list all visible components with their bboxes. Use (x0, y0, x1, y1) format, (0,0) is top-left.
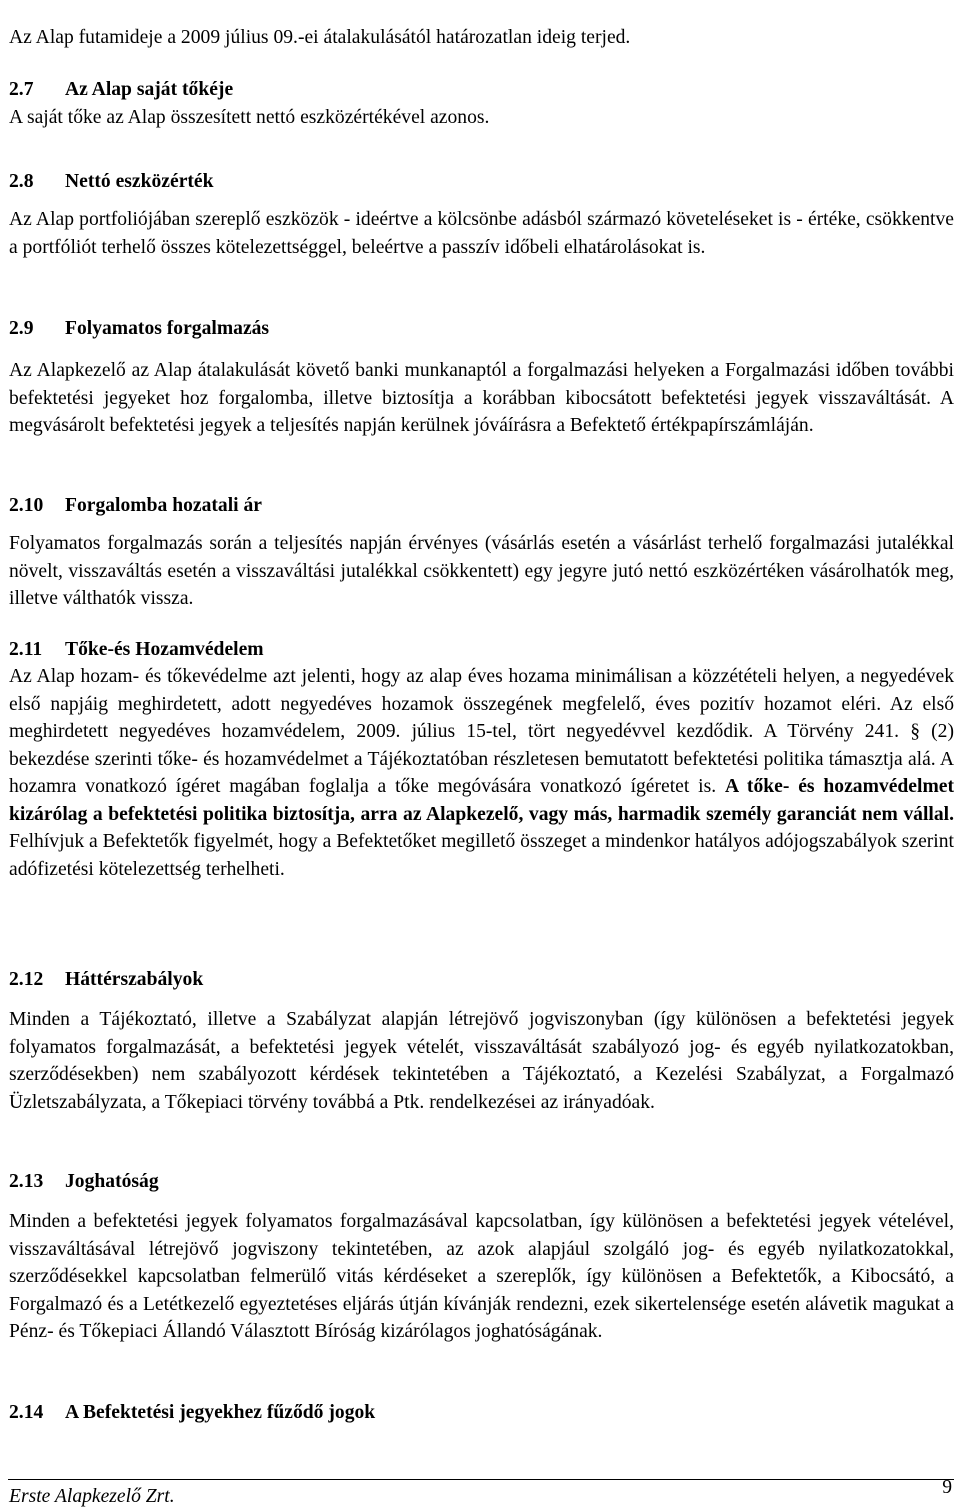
fund-term-paragraph: Az Alap futamideje a 2009 július 09.-ei átalakulásától határozatlan ideig terjed. (9, 27, 631, 48)
section-number: 2.11 (9, 639, 43, 660)
section-title: Nettó eszközérték (65, 171, 214, 192)
section-title: Forgalomba hozatali ár (65, 495, 262, 516)
section-heading-2-13 (9, 1168, 954, 1196)
section-heading-2-12 (9, 966, 954, 994)
section-title: Tőke-és Hozamvédelem (65, 639, 264, 660)
section-number: 2.7 (9, 79, 34, 100)
section-number: 2.8 (9, 171, 34, 192)
section-number: 2.14 (9, 1402, 44, 1423)
section-sign: § (910, 721, 920, 742)
bold-disclaimer: A tőke- és hozamvédelmet kizárólag a befektetési politika biztosítja, arra az Alapkezelő, vagy más, harmadik személy garanciát nem vállal. (9, 776, 954, 825)
section-2-11-text (9, 663, 954, 883)
section-2-10-text: Folyamatos forgalmazás során a teljesítés napján érvényes (vásárlás esetén a vásárlást terhelő forgalmazási jutalékkal növelt, visszaváltás esetén a visszaváltási jutalékkal csökkentett) egy jegyre jutó nettó eszközértéken vásárolhatók meg, illetve válthatók vissza. (9, 533, 954, 609)
section-title: Folyamatos forgalmazás (65, 318, 270, 339)
section-heading-2-8 (9, 168, 954, 196)
section-number: 2.12 (9, 969, 44, 990)
footer-divider (8, 1479, 954, 1480)
section-heading-2-7 (9, 76, 954, 104)
section-title: Joghatóság (65, 1171, 159, 1192)
section-title: Az Alap saját tőkéje (65, 79, 234, 100)
section-heading-2-11 (9, 636, 954, 664)
text-part: Felhívjuk a Befektetők figyelmét, hogy a Befektetőket megillető összeget a mindenkor hatályos adójogszabályok szerint adófizetési kötelezettség terhelheti. (9, 831, 954, 880)
text-part: (2) bekezdése szerinti tőke- és hozamvédelmet a Tájékoztatóban részletesen bemutatott befektetési politika támasztja alá. A hozamra vonatkozó ígéret magában foglalja a tőke megóvására vonatkozó ígéretet is. (9, 721, 954, 797)
section-2-12-text: Minden a Tájékoztató, illetve a Szabályzat alapján létrejövő jogviszonyban (így különösen a befektetési jegyek folyamatos forgalmazását, a befektetési jegyek vételét, visszaváltását szabályozó jog- és egyéb nyilatkozatokban, szerződésekben) nem szabályozott kérdések tekintetében a Tájékoztató, a Kezelési Szabályzat, a Forgalmazó Üzletszabályzata, a Tőkepiaci törvény továbbá a Ptk. rendelkezései az irányadóak. (9, 1009, 954, 1113)
section-heading-2-14 (9, 1399, 954, 1427)
footer-company: Erste Alapkezelő Zrt. (9, 1486, 175, 1507)
section-number: 2.10 (9, 495, 44, 516)
section-2-7-text: A saját tőke az Alap összesített nettó eszközértékével azonos. (9, 107, 490, 128)
section-2-13-text: Minden a befektetési jegyek folyamatos forgalmazásával kapcsolatban, így különösen a befektetési jegyek vételével, visszaváltásával létrejövő jogviszony tekintetében, az azok alapjául szolgáló jog- és egyéb nyilatkozatokkal, szerződésekkel kapcsolatban felmerülő vitás kérdéseket a szereplők, így különösen a Befektetők, a Kibocsátó, a Forgalmazó és a Letétkezelő egyeztetéses eljárás útján kívánják rendezni, ezek sikertelensége esetén alávetik magukat a Pénz- és Tőkepiaci Állandó Választott Bíróság kizárólagos joghatóságának. (9, 1211, 954, 1342)
section-2-9-text: Az Alapkezelő az Alap átalakulását követő banki munkanaptól a forgalmazási helyeken a Forgalmazási időben további befektetési jegyeket hoz forgalomba, illetve biztosítja a korábban kibocsátott befektetési jegyek visszaváltását. A megvásárolt befektetési jegyek a teljesítés napján kerülnek jóváírásra a Befektető értékpapírszámláján. (9, 360, 954, 436)
section-title: Háttérszabályok (65, 969, 204, 990)
page-number: 9 (942, 1477, 952, 1498)
section-2-8-text: Az Alap portfoliójában szereplő eszközök - ideértve a kölcsönbe adásból származó követeléseket is - értéke, csökkentve a portfóliót terhelő összes kötelezettséggel, beleértve a passzív időbeli elhatárolásokat is. (9, 209, 954, 258)
section-heading-2-10 (9, 492, 954, 520)
section-number: 2.13 (9, 1171, 44, 1192)
section-heading-2-9 (9, 315, 954, 343)
section-number: 2.9 (9, 318, 34, 339)
text-part: Az Alap hozam- és tőkevédelme azt jelenti, hogy az alap éves hozama minimálisan a közzétételi helyen, a negyedévek első napjáig meghirdetett, adott negyedéves hozamok összegének megfelelő, éves pozitív hozamot eléri. Az első meghirdetett negyedéves hozamvédelem, 2009. július 15-tel, tört negyedévvel kezdődik. A Törvény 241. (9, 666, 954, 742)
section-title: A Befektetési jegyekhez fűződő jogok (65, 1402, 376, 1423)
